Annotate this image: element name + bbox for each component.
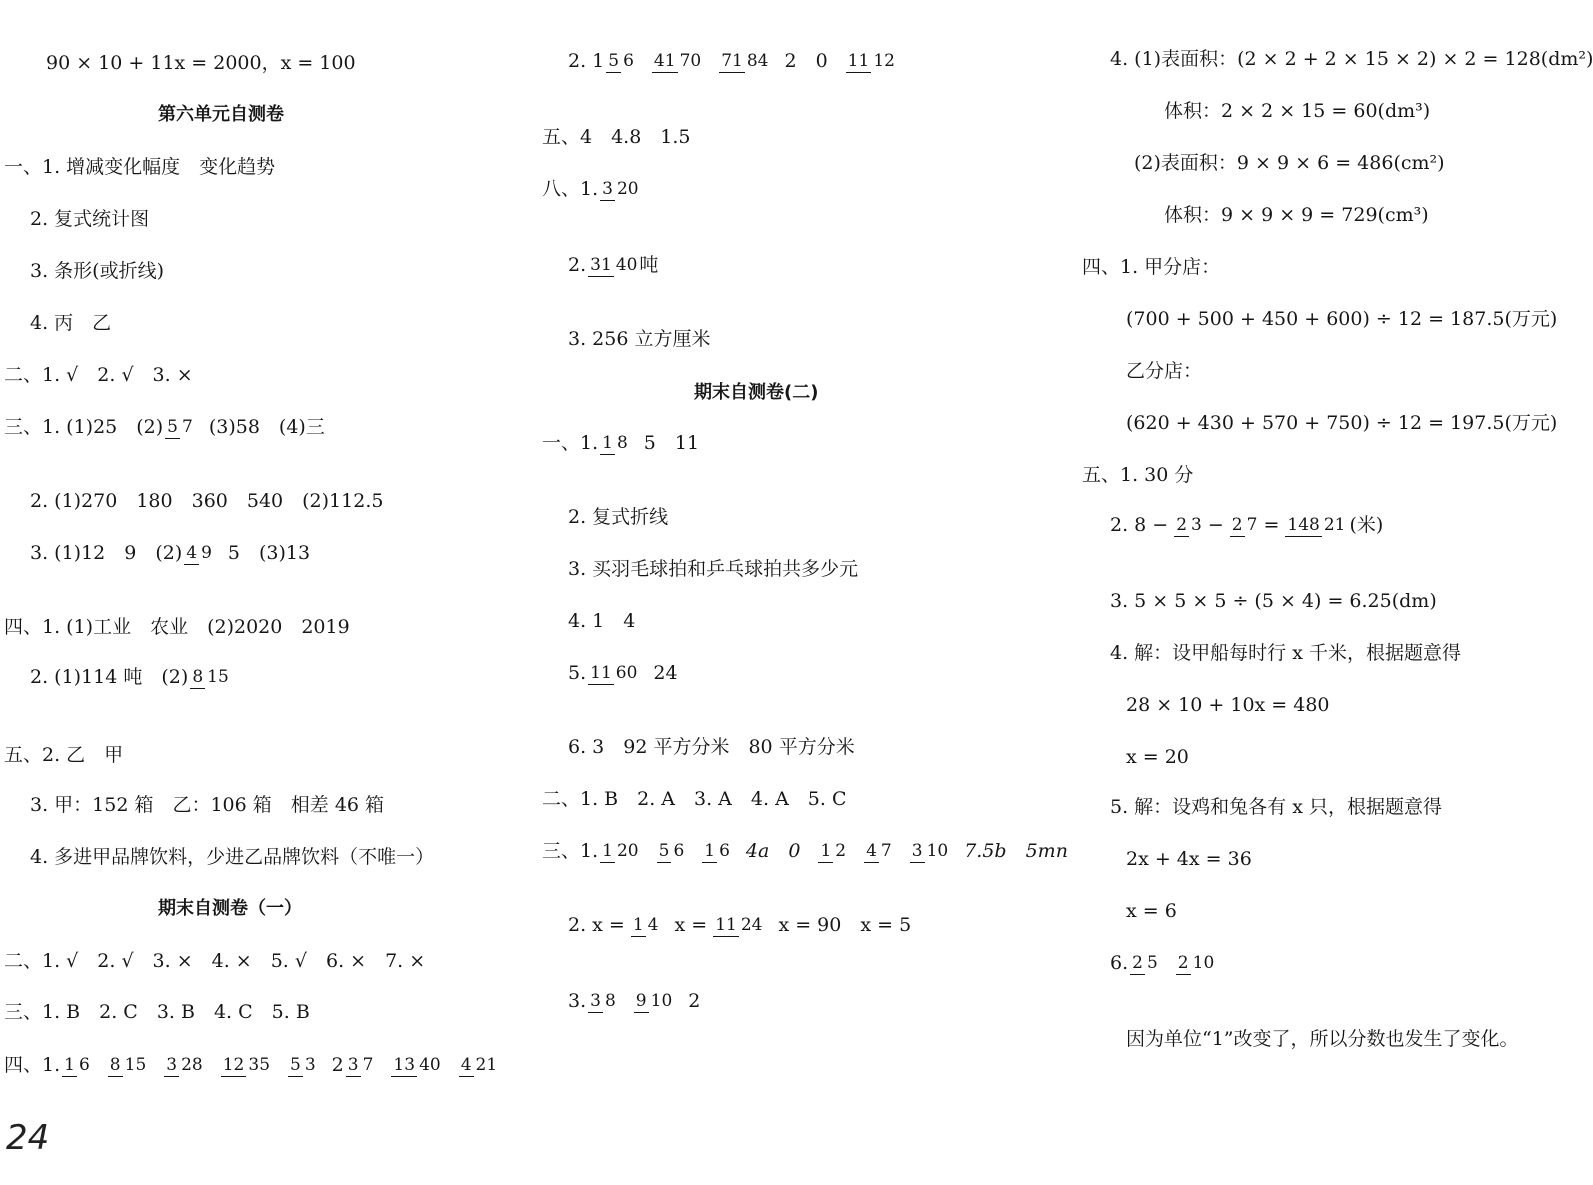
- numerator: 12: [222, 1054, 245, 1075]
- numerator: 3: [590, 990, 601, 1011]
- fraction: [634, 990, 674, 1011]
- answer-text: 乙分店：: [1126, 360, 1203, 382]
- denominator: 7: [880, 840, 892, 861]
- answer-line: [1126, 696, 1330, 715]
- heading-text: 期末自测卷(二): [694, 382, 819, 403]
- fraction: [652, 50, 703, 71]
- answer-text: 2 0: [784, 50, 828, 72]
- answer-text: 2. (1)114 吨 (2): [30, 666, 189, 688]
- answer-text: 四、1.: [4, 1054, 61, 1076]
- answer-line: [4, 158, 275, 177]
- numerator: 8: [109, 1054, 121, 1075]
- fraction: [713, 914, 764, 935]
- numerator: 31: [590, 254, 612, 275]
- answer-text: 三、1. (1)25 (2): [4, 416, 164, 438]
- answer-line: [30, 210, 149, 229]
- answer-text: 4. (1)表面积：(2 × 2 + 2 × 15 × 2) × 2 = 128(dm²): [1110, 48, 1593, 70]
- numerator: 2: [1132, 952, 1143, 973]
- answer-text: 2. 复式折线: [568, 506, 669, 528]
- answer-text: 五、4 4.8 1.5: [542, 126, 691, 148]
- numerator: 11: [715, 914, 737, 935]
- answer-text: 24: [653, 662, 678, 684]
- denominator: 8: [616, 432, 628, 453]
- answer-text: 4. 丙 乙: [30, 312, 112, 334]
- denominator: 15: [207, 666, 229, 687]
- denominator: 7: [1246, 514, 1258, 535]
- fraction: [846, 50, 897, 71]
- answer-line: [542, 180, 655, 199]
- denominator: 21: [475, 1054, 498, 1075]
- fraction: [606, 50, 636, 71]
- numerator: 11: [590, 662, 612, 683]
- answer-text: 三、1.: [542, 840, 599, 862]
- answer-text: 6. 3 92 平方分米 80 平方分米: [568, 736, 855, 758]
- answer-line: [1110, 644, 1461, 663]
- numerator: 4: [866, 840, 877, 861]
- fraction: [108, 1054, 148, 1075]
- numerator: 4: [186, 542, 198, 563]
- answer-line: [1110, 954, 1230, 973]
- numerator: 9: [635, 990, 647, 1011]
- answer-text: 二、1. √ 2. √ 3. ×: [4, 364, 193, 386]
- denominator: 10: [650, 990, 673, 1011]
- answer-text: 一、1.: [542, 432, 599, 454]
- section-heading: [158, 106, 284, 124]
- fraction: [221, 1054, 272, 1075]
- answer-line: [4, 1056, 513, 1075]
- fraction: [600, 840, 640, 861]
- numerator: 5: [658, 840, 670, 861]
- answer-line: [4, 618, 350, 637]
- fraction: [184, 542, 214, 563]
- answer-text: (700 + 500 + 450 + 600) ÷ 12 = 187.5(万元): [1126, 308, 1558, 330]
- denominator: 7: [362, 1054, 374, 1075]
- denominator: 8: [604, 990, 616, 1011]
- answer-text: 五、2. 乙 甲: [4, 744, 124, 766]
- numerator: 148: [1287, 514, 1320, 535]
- denominator: 10: [926, 840, 949, 861]
- answer-text: 2. 8 −: [1110, 514, 1169, 536]
- answer-text: =: [1263, 514, 1280, 536]
- fraction: [702, 840, 732, 861]
- denominator: 6: [78, 1054, 90, 1075]
- denominator: 12: [873, 50, 895, 71]
- fraction: [600, 178, 640, 199]
- heading-text: 第六单元自测卷: [158, 104, 284, 125]
- denominator: 6: [673, 840, 685, 861]
- answer-line: [1082, 258, 1220, 277]
- answer-line: [30, 314, 111, 333]
- answer-text: 5. 解：设鸡和兔各有 x 只，根据题意得: [1110, 796, 1442, 818]
- fraction: [657, 840, 687, 861]
- answer-text: 4a 0: [745, 840, 801, 862]
- denominator: 4: [647, 914, 659, 935]
- fraction: [1176, 952, 1216, 973]
- answer-text: 28 × 10 + 10x = 480: [1126, 694, 1330, 716]
- numerator: 3: [347, 1054, 359, 1075]
- denominator: 21: [1323, 514, 1346, 535]
- answer-line: [568, 256, 658, 275]
- numerator: 1: [632, 914, 644, 935]
- fraction: [588, 990, 618, 1011]
- answer-line: [1126, 414, 1557, 433]
- answer-text: x = 20: [1126, 746, 1189, 768]
- answer-line: [1126, 1030, 1519, 1049]
- answer-line: [4, 746, 123, 765]
- fraction: [818, 840, 848, 861]
- answer-text: 3. 条形(或折线): [30, 260, 164, 282]
- numerator: 1: [820, 840, 832, 861]
- heading-text: 期末自测卷（一）: [158, 898, 302, 919]
- answer-text: x = 6: [1126, 900, 1177, 922]
- answer-text: (620 + 430 + 570 + 750) ÷ 12 = 197.5(万元): [1126, 412, 1558, 434]
- numerator: 41: [653, 50, 676, 71]
- fraction: [588, 662, 639, 683]
- fraction: [391, 1054, 442, 1075]
- numerator: 1: [602, 840, 613, 861]
- answer-line: [1126, 902, 1177, 921]
- answer-line: [30, 848, 434, 867]
- denominator: 15: [124, 1054, 147, 1075]
- section-heading: [694, 384, 818, 402]
- answer-text: 6.: [1110, 952, 1129, 974]
- answer-text: 四、1. (1)工业 农业 (2)2020 2019: [4, 616, 350, 638]
- answer-line: [568, 52, 911, 71]
- denominator: 20: [616, 840, 639, 861]
- answer-text: 4. 解：设甲船每时行 x 千米，根据题意得: [1110, 642, 1461, 664]
- answer-text: 3. (1)12 9 (2): [30, 542, 183, 564]
- numerator: 8: [192, 666, 204, 687]
- denominator: 6: [719, 840, 730, 861]
- fraction: [1285, 514, 1347, 535]
- numerator: 2: [1176, 514, 1188, 535]
- fraction: [1130, 952, 1160, 973]
- numerator: 5: [608, 50, 620, 71]
- answer-text: (3)58 (4)三: [208, 416, 325, 438]
- denominator: 40: [419, 1054, 441, 1075]
- fraction: [62, 1054, 92, 1075]
- answer-text: x = 90 x = 5: [778, 914, 912, 936]
- denominator: 7: [182, 416, 193, 437]
- answer-text: 2. 1: [568, 50, 605, 72]
- numerator: 1: [602, 432, 613, 453]
- denominator: 10: [1192, 952, 1215, 973]
- denominator: 24: [740, 914, 763, 935]
- answer-line: [1164, 206, 1429, 225]
- answer-line: [1126, 362, 1202, 381]
- answer-line: [1126, 748, 1189, 767]
- fraction: [588, 254, 639, 275]
- answer-line: [568, 560, 858, 579]
- denominator: 84: [746, 50, 769, 71]
- answer-text: 三、1. B 2. C 3. B 4. C 5. B: [4, 1001, 310, 1023]
- answer-text: 二、1. B 2. A 3. A 4. A 5. C: [542, 788, 847, 810]
- answer-text: 2x + 4x = 36: [1126, 848, 1252, 870]
- numerator: 5: [167, 416, 178, 437]
- section-heading: [158, 900, 302, 918]
- answer-line: [4, 952, 425, 971]
- numerator: 2: [1231, 514, 1243, 535]
- denominator: 40: [615, 254, 638, 275]
- numerator: 3: [602, 178, 613, 199]
- answer-line: [4, 1003, 310, 1022]
- answer-line: [1110, 798, 1442, 817]
- denominator: 6: [623, 50, 634, 71]
- answer-text: 2. x =: [568, 914, 625, 936]
- answer-text: 2. (1)270 180 360 540 (2)112.5: [30, 490, 384, 512]
- answer-line: [542, 434, 699, 453]
- answer-line: [1110, 592, 1437, 611]
- answer-text: 4. 多进甲品牌饮料，少进乙品牌饮料（不唯一）: [30, 846, 435, 868]
- answer-line: [4, 366, 193, 385]
- fraction: [288, 1054, 318, 1075]
- answer-text: x =: [674, 914, 708, 936]
- fraction: [719, 50, 770, 71]
- answer-text: 5 (3)13: [227, 542, 311, 564]
- answer-line: [542, 128, 691, 147]
- denominator: 70: [679, 50, 702, 71]
- answer-text: 90 × 10 + 11x = 2000，x = 100: [46, 52, 356, 74]
- answer-text: 因为单位“1”改变了，所以分数也发生了变化。: [1126, 1028, 1519, 1050]
- answer-line: [30, 492, 383, 511]
- answer-line: [568, 664, 678, 683]
- numerator: 1: [704, 840, 716, 861]
- numerator: 2: [1177, 952, 1189, 973]
- answer-line: [568, 612, 635, 631]
- fraction: [346, 1054, 376, 1075]
- answer-text: −: [1207, 514, 1224, 536]
- numerator: 13: [393, 1054, 416, 1075]
- answer-line: [1110, 50, 1593, 69]
- answer-line: [1110, 516, 1383, 535]
- answer-text: 二、1. √ 2. √ 3. × 4. × 5. √ 6. × 7. ×: [4, 950, 426, 972]
- answer-text: 五、1. 30 分: [1082, 464, 1194, 486]
- fraction: [910, 840, 950, 861]
- fraction: [459, 1054, 499, 1075]
- answer-text: 吨: [639, 254, 659, 276]
- fraction: [164, 1054, 204, 1075]
- answer-line: [568, 738, 855, 757]
- answer-text: 一、1. 增减变化幅度 变化趋势: [4, 156, 276, 178]
- fraction: [190, 666, 230, 687]
- denominator: 5: [1146, 952, 1158, 973]
- answer-text: 4. 1 4: [568, 610, 636, 632]
- denominator: 3: [1191, 514, 1202, 535]
- answer-line: [568, 916, 911, 935]
- answer-line: [1164, 102, 1430, 121]
- answer-text: 八、1.: [542, 178, 599, 200]
- fraction: [165, 416, 195, 437]
- denominator: 2: [835, 840, 847, 861]
- numerator: 4: [460, 1054, 472, 1075]
- whole-number: 2: [331, 1054, 344, 1076]
- fraction: [600, 432, 630, 453]
- numerator: 3: [911, 840, 923, 861]
- fraction: [1230, 514, 1260, 535]
- answer-text: 3. 256 立方厘米: [568, 328, 711, 350]
- fraction: [1174, 514, 1204, 535]
- answer-text: 2.: [568, 254, 587, 276]
- answer-text: 7.5b 5mn: [964, 840, 1068, 862]
- answer-line: [30, 796, 384, 815]
- numerator: 5: [290, 1054, 301, 1075]
- denominator: 9: [201, 542, 212, 563]
- fraction: [631, 914, 661, 935]
- answer-line: [1126, 850, 1252, 869]
- answer-line: [1082, 466, 1193, 485]
- answer-text: 体积：9 × 9 × 9 = 729(cm³): [1164, 204, 1429, 226]
- answer-text: 5 11: [643, 432, 700, 454]
- page-number: 24: [6, 1118, 50, 1158]
- answer-text: 四、1. 甲分店：: [1082, 256, 1221, 278]
- answer-text: (米): [1349, 514, 1384, 536]
- denominator: 35: [248, 1054, 271, 1075]
- answer-line: [542, 790, 847, 809]
- numerator: 3: [166, 1054, 178, 1075]
- answer-line: [542, 842, 1068, 861]
- answer-line: [568, 992, 700, 1011]
- denominator: 20: [616, 178, 639, 199]
- answer-text: 体积：2 × 2 × 15 = 60(dm³): [1164, 100, 1431, 122]
- answer-text: 2. 复式统计图: [30, 208, 150, 230]
- denominator: 60: [615, 662, 638, 683]
- answer-text: 5.: [568, 662, 587, 684]
- answer-text: 3. 5 × 5 × 5 ÷ (5 × 4) = 6.25(dm): [1110, 590, 1437, 612]
- numerator: 71: [721, 50, 743, 71]
- denominator: 3: [304, 1054, 316, 1075]
- answer-line: [30, 668, 245, 687]
- numerator: 1: [64, 1054, 75, 1075]
- answer-line: [4, 418, 325, 437]
- answer-line: [46, 54, 356, 73]
- answer-line: [1126, 310, 1557, 329]
- answer-text: 3.: [568, 990, 587, 1012]
- answer-text: 2: [688, 990, 701, 1012]
- fraction: [864, 840, 894, 861]
- answer-line: [568, 508, 668, 527]
- answer-text: (2)表面积：9 × 9 × 6 = 486(cm²): [1134, 152, 1445, 174]
- answer-line: [1134, 154, 1445, 173]
- denominator: 28: [181, 1054, 203, 1075]
- answer-text: 3. 甲：152 箱 乙：106 箱 相差 46 箱: [30, 794, 385, 816]
- answer-line: [30, 262, 164, 281]
- answer-text: 3. 买羽毛球拍和乒乓球拍共多少元: [568, 558, 859, 580]
- answer-line: [568, 330, 710, 349]
- numerator: 11: [847, 50, 870, 71]
- answer-line: [30, 544, 310, 563]
